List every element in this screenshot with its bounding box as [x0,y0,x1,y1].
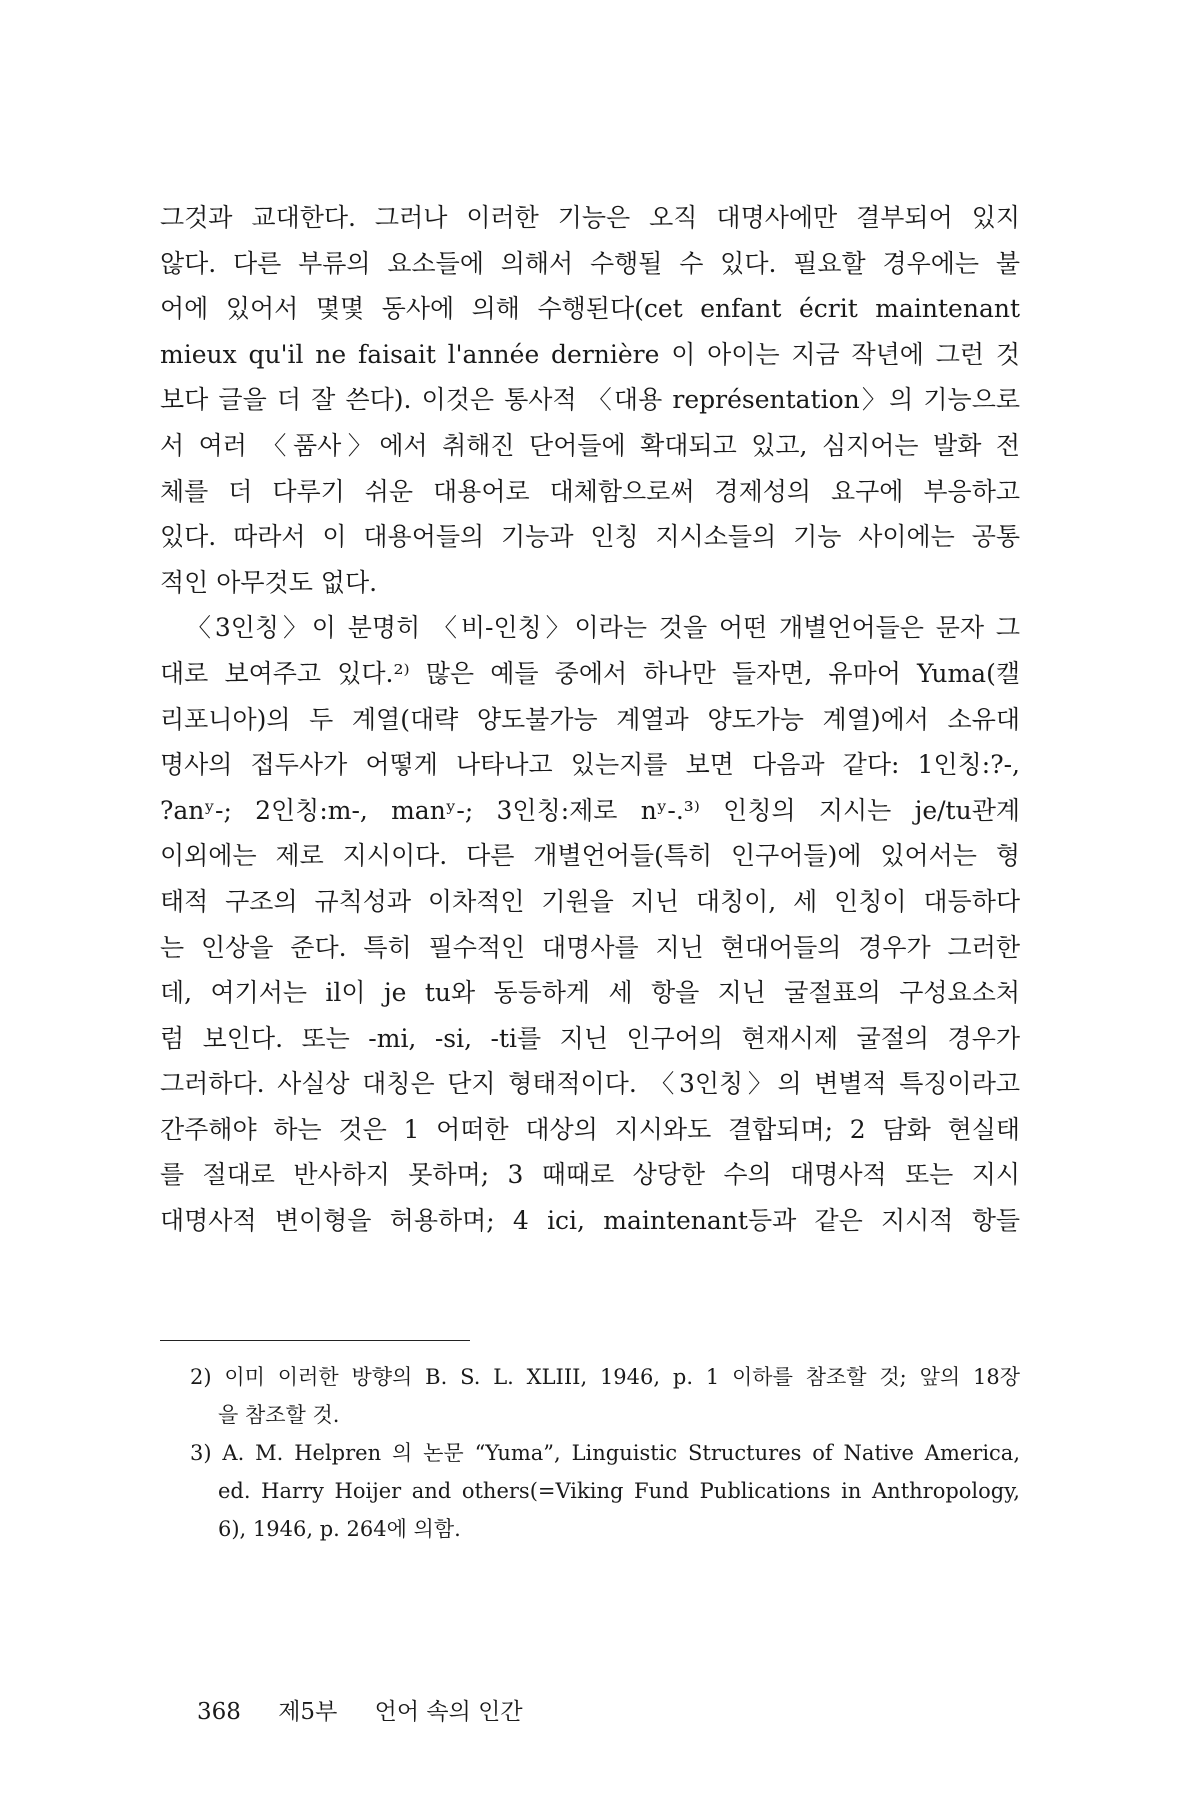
page-number: 368 [197,1699,241,1725]
body-line: ?anʸ-; 2인칭:m-, manʸ-; 3인칭:제로 nʸ-.³⁾ 인칭의 지시는 je/tu관계 [160,795,1020,825]
body-line: 를 절대로 반사하지 못하며; 3 때때로 상당한 수의 대명사적 또는 지시 [160,1160,1020,1190]
footnotes [190,1358,1020,1548]
body-line: 그러하다. 사실상 대칭은 단지 형태적이다. 〈3인칭〉의 변별적 특징이라고 [160,1069,1020,1099]
part-title: 언어 속의 인간 [374,1699,523,1725]
body-line: 있다. 따라서 이 대용어들의 기능과 인칭 지시소들의 기능 사이에는 공통 [160,522,1020,552]
part-label: 제5부 [278,1699,338,1725]
body-line: 명사의 접두사가 어떻게 나타나고 있는지를 보면 다음과 같다: 1인칭:?-, [160,750,1020,780]
footnote-line: 6), 1946, p. 264에 의함. [218,1517,461,1541]
footnote-line: 3) A. M. Helpren 의 논문 “Yuma”, Linguistic Structures of Native America, [190,1441,1020,1465]
body-line: 리포니아)의 두 계열(대략 양도불가능 계열과 양도가능 계열)에서 소유대 [160,704,1020,734]
body-line: 태적 구조의 규칙성과 이차적인 기원을 지닌 대칭이, 세 인칭이 대등하다 [160,886,1020,916]
footnote-line: 을 참조할 것. [218,1403,340,1427]
page-footer [197,1697,553,1727]
body-line: 이외에는 제로 지시이다. 다른 개별언어들(특히 인구어들)에 있어서는 형 [160,841,1020,871]
body-line: mieux qu'il ne faisait l'année dernière 이 아이는 지금 작년에 그런 것 [160,339,1020,369]
body-line: 대명사적 변이형을 허용하며; 4 ici, maintenant등과 같은 지시적 항들 [160,1206,1020,1236]
body-line: 서 여러 〈품사〉에서 취해진 단어들에 확대되고 있고, 심지어는 발화 전 [160,430,1020,460]
footnote-divider [160,1340,470,1341]
body-line: 보다 글을 더 잘 쓴다). 이것은 통사적 〈대용 représentation〉의 기능으로 [160,385,1020,415]
body-line: 그것과 교대한다. 그러나 이러한 기능은 오직 대명사에만 결부되어 있지 [160,203,1020,232]
body-line: 데, 여기서는 il이 je tu와 동등하게 세 항을 지닌 굴절표의 구성요소처 [160,978,1020,1008]
body-line: 간주해야 하는 것은 1 어떠한 대상의 지시와도 결합되며; 2 담화 현실태 [160,1114,1020,1144]
body-line: 않다. 다른 부류의 요소들에 의해서 수행될 수 있다. 필요할 경우에는 불 [160,248,1020,278]
footnote-line: 2) 이미 이러한 방향의 B. S. L. XLIII, 1946, p. 1 이하를 참조할 것; 앞의 18장 [190,1365,1020,1389]
footnote-line: ed. Harry Hoijer and others(=Viking Fund Publications in Anthropology, [218,1479,1020,1503]
body-line: 어에 있어서 몇몇 동사에 의해 수행된다(cet enfant écrit maintenant [160,294,1020,324]
body-line: 〈3인칭〉이 분명히 〈비-인칭〉이라는 것을 어떤 개별언어들은 문자 그 [186,613,1020,643]
body-line: 체를 더 다루기 쉬운 대용어로 대체함으로써 경제성의 요구에 부응하고 [160,476,1020,506]
body-line: 대로 보여주고 있다.²⁾ 많은 예들 중에서 하나만 들자면, 유마어 Yuma(캘 [160,658,1020,688]
body-line: 럼 보인다. 또는 -mi, -si, -ti를 지닌 인구어의 현재시제 굴절의 경우가 [160,1023,1020,1053]
body-text [160,195,1020,1244]
body-line: 적인 아무것도 없다. [160,567,378,597]
body-line: 는 인상을 준다. 특히 필수적인 대명사를 지닌 현대어들의 경우가 그러한 [160,932,1020,962]
